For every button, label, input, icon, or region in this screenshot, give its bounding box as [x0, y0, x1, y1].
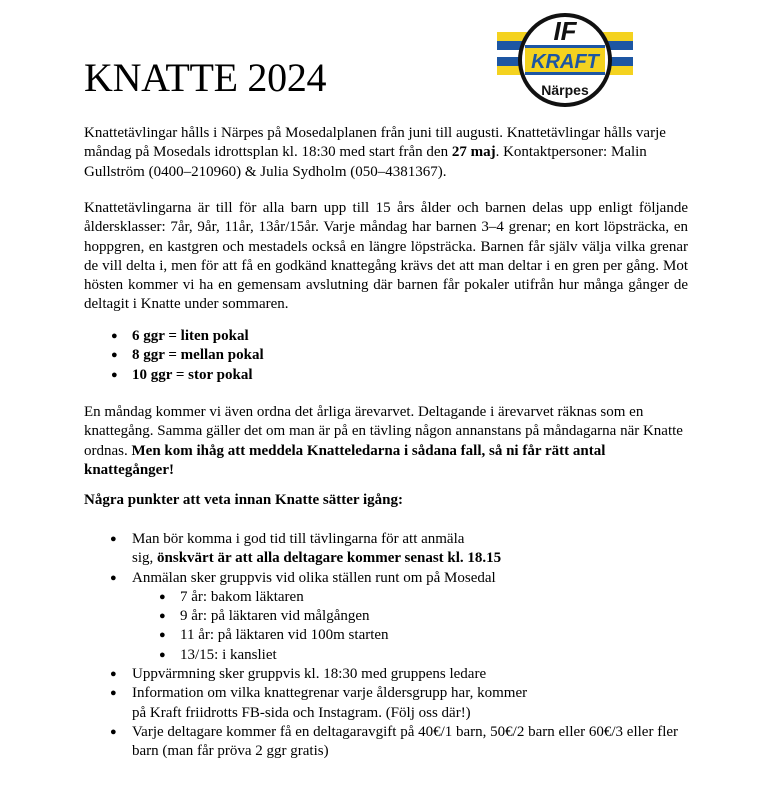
list-item: ● Uppvärmning sker gruppvis kl. 18:30 med gruppens ledare: [132, 665, 692, 684]
start-date: 27 maj: [451, 144, 496, 161]
honor-lap-text: En måndag kommer vi även ordna det årliga ärevarvet. Deltagande i ärevarvet räknas som en knattegång. Samma gäller det om man är på en tävling någon annanstans på måndagarna när Knatte ordnas.: [84, 404, 683, 459]
intro-part1: Knattetävlingar hålls i Närpes på Mosedalplanen från juni till augusti. Knattetävlingar hålls varje måndag på Mosedals idrottsplan kl. 18:30 med start från den: [84, 125, 666, 161]
point-text: på Kraft friidrotts FB-sida och Instagram. (Följ oss där!): [132, 704, 471, 721]
list-item: ● 8 ggr = mellan pokal: [132, 346, 264, 365]
list-item: [132, 684, 692, 723]
list-item: [132, 569, 692, 665]
list-item: ● 10 ggr = stor pokal: [132, 366, 264, 385]
trophy-list: [132, 327, 264, 385]
page-title: KNATTE 2024: [84, 55, 327, 100]
point-text: Man bör komma i god tid till tävlingarna för att anmäla: [132, 531, 465, 547]
list-item: ● 13/15: i kansliet: [180, 646, 692, 665]
honor-lap-bold-text: Men kom ihåg att meddela Knatteledarna i sådana fall, så ni får rätt antal knattegånger!: [84, 442, 606, 478]
logo-bottom-text: Närpes: [541, 82, 589, 98]
list-item: ● 9 år: på läktaren vid målgången: [180, 607, 692, 626]
list-item: ● 7 år: bakom läktaren: [180, 588, 692, 607]
points-list: [132, 530, 692, 762]
honor-lap-paragraph: [84, 403, 688, 480]
location-sublist: [180, 588, 692, 665]
point-text: Information om vilka knattegrenar varje åldersgrupp har, kommer: [132, 685, 528, 702]
logo-top-text: IF: [553, 16, 577, 46]
list-item: ● Varje deltagare kommer få en deltagaravgift på 40€/1 barn, 50€/2 barn eller 60€/3 eller fler barn (man får pröva 2 ggr gratis): [132, 723, 692, 762]
point-text: Anmälan sker gruppvis vid olika ställen runt om på Mosedal: [132, 569, 496, 586]
age-classes-paragraph: Knattetävlingarna är till för alla barn upp till 15 års ålder och barnen delas upp enligt följande åldersklasser: 7år, 9år, 11år, 13år/15år. Varje måndag har barnen 3–4 grenar; en kort löpsträcka, en hoppgren, en kastgren och mestadels också en längre löpsträcka. Barnen får själv välja vilka grenar de vill delta i, men för att få en godkänd knattegång krävs det att man deltar i en gren per gång. Mot hösten kommer vi ha en gemensam avslutning där barnen får pokaler utifrån hur många gånger de deltagit i Knatte under sommaren.: [84, 200, 688, 313]
intro-part2: . Kontaktpersoner: Malin Gullström (0400–210960) & Julia Sydholm (050–4381367).: [84, 144, 647, 180]
list-item: ● 6 ggr = liten pokal: [132, 327, 264, 346]
intro-paragraph: [84, 124, 688, 182]
if-kraft-narpes-logo: [497, 10, 633, 110]
point-text: sig,: [132, 550, 158, 567]
list-item: ● 11 år: på läktaren vid 100m starten: [180, 626, 692, 645]
point-bold-text: önskvärt är att alla deltagare kommer senast kl. 18.15: [157, 550, 502, 567]
list-item: [132, 530, 692, 569]
logo-middle-text: KRAFT: [531, 51, 599, 73]
points-heading: Några punkter att veta innan Knatte sätter igång:: [84, 492, 404, 508]
